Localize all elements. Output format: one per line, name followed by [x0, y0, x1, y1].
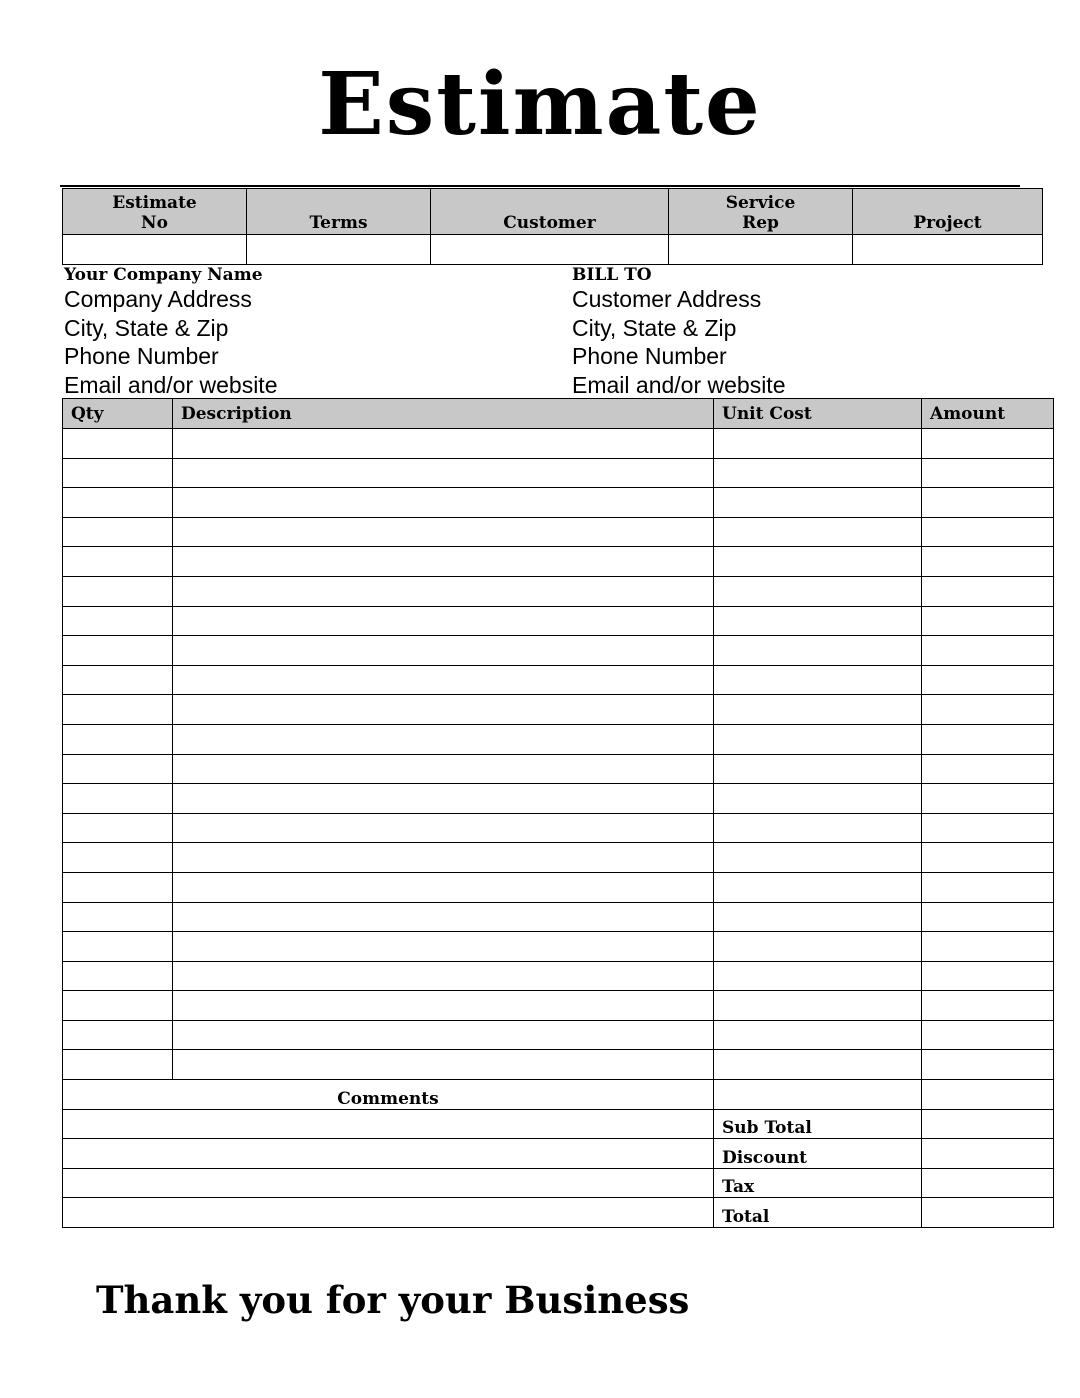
bill-to-block	[572, 265, 786, 399]
unit-cost-cell[interactable]	[714, 517, 922, 547]
description-cell[interactable]	[173, 902, 714, 932]
total-value[interactable]	[922, 1198, 1054, 1228]
table-row	[63, 606, 1054, 636]
table-row	[63, 547, 1054, 577]
description-cell[interactable]	[173, 784, 714, 814]
description-cell[interactable]	[173, 961, 714, 991]
qty-cell[interactable]	[63, 991, 173, 1021]
header-qty: Qty	[63, 399, 173, 429]
table-row	[63, 665, 1054, 695]
sub-total-value[interactable]	[922, 1109, 1054, 1139]
table-row	[63, 754, 1054, 784]
description-cell[interactable]	[173, 665, 714, 695]
amount-cell[interactable]	[922, 843, 1054, 873]
estimate-info-table	[62, 188, 1043, 265]
header-customer: Customer	[431, 189, 669, 235]
title-rule	[60, 185, 1020, 187]
amount-cell[interactable]	[922, 872, 1054, 902]
line-items-table	[62, 398, 1054, 1228]
terms-field[interactable]	[247, 235, 431, 265]
totals-row	[63, 1168, 1054, 1198]
totals-row	[63, 1139, 1054, 1169]
description-cell[interactable]	[173, 872, 714, 902]
amount-cell[interactable]	[922, 754, 1054, 784]
amount-cell[interactable]	[922, 488, 1054, 518]
qty-cell[interactable]	[63, 606, 173, 636]
amount-cell[interactable]	[922, 576, 1054, 606]
company-name-label: Your Company Name	[64, 265, 263, 285]
comments-line[interactable]	[63, 1198, 714, 1228]
discount-value[interactable]	[922, 1139, 1054, 1169]
comments-row	[63, 1080, 1054, 1110]
header-terms: Terms	[247, 189, 431, 235]
table-row	[63, 1050, 1054, 1080]
comments-label: Comments	[63, 1080, 714, 1110]
sub-total-label: Sub Total	[714, 1109, 922, 1139]
table-row	[63, 458, 1054, 488]
qty-cell[interactable]	[63, 488, 173, 518]
amount-cell[interactable]	[922, 458, 1054, 488]
header-service-rep: Service Rep	[669, 189, 853, 235]
description-cell[interactable]	[173, 576, 714, 606]
table-row	[63, 488, 1054, 518]
description-cell[interactable]	[173, 547, 714, 577]
amount-cell[interactable]	[922, 902, 1054, 932]
table-row	[63, 1020, 1054, 1050]
unit-cost-cell[interactable]	[714, 665, 922, 695]
tax-value[interactable]	[922, 1168, 1054, 1198]
estimate-no-field[interactable]	[63, 235, 247, 265]
table-row	[63, 636, 1054, 666]
spacer-cell	[922, 1080, 1054, 1110]
table-row	[63, 843, 1054, 873]
header-description: Description	[173, 399, 714, 429]
qty-cell[interactable]	[63, 695, 173, 725]
amount-cell[interactable]	[922, 724, 1054, 754]
customer-field[interactable]	[431, 235, 669, 265]
service-rep-field[interactable]	[669, 235, 853, 265]
customer-address: Customer Address	[572, 286, 762, 312]
description-cell[interactable]	[173, 1050, 714, 1080]
description-cell[interactable]	[173, 606, 714, 636]
qty-cell[interactable]	[63, 754, 173, 784]
description-cell[interactable]	[173, 488, 714, 518]
qty-cell[interactable]	[63, 429, 173, 459]
qty-cell[interactable]	[63, 843, 173, 873]
tax-label: Tax	[714, 1168, 922, 1198]
comments-line[interactable]	[63, 1139, 714, 1169]
company-phone: Phone Number	[64, 343, 219, 369]
unit-cost-cell[interactable]	[714, 429, 922, 459]
company-email: Email and/or website	[64, 371, 278, 398]
unit-cost-cell[interactable]	[714, 576, 922, 606]
unit-cost-cell[interactable]	[714, 488, 922, 518]
table-row	[63, 724, 1054, 754]
description-cell[interactable]	[173, 754, 714, 784]
table-row	[63, 932, 1054, 962]
unit-cost-cell[interactable]	[714, 636, 922, 666]
table-row	[63, 784, 1054, 814]
qty-cell[interactable]	[63, 902, 173, 932]
unit-cost-cell[interactable]	[714, 872, 922, 902]
amount-cell[interactable]	[922, 991, 1054, 1021]
qty-cell[interactable]	[63, 665, 173, 695]
amount-cell[interactable]	[922, 636, 1054, 666]
totals-row	[63, 1109, 1054, 1139]
table-row	[63, 517, 1054, 547]
line-items-body	[63, 429, 1054, 1080]
company-address: Company Address	[64, 286, 252, 312]
qty-cell[interactable]	[63, 1020, 173, 1050]
unit-cost-cell[interactable]	[714, 902, 922, 932]
amount-cell[interactable]	[922, 1020, 1054, 1050]
amount-cell[interactable]	[922, 961, 1054, 991]
qty-cell[interactable]	[63, 517, 173, 547]
unit-cost-cell[interactable]	[714, 784, 922, 814]
customer-city: City, State & Zip	[572, 314, 737, 341]
qty-cell[interactable]	[63, 961, 173, 991]
table-row	[63, 872, 1054, 902]
unit-cost-cell[interactable]	[714, 695, 922, 725]
header-amount: Amount	[922, 399, 1054, 429]
qty-cell[interactable]	[63, 872, 173, 902]
comments-line[interactable]	[63, 1168, 714, 1198]
customer-email: Email and/or website	[572, 371, 786, 398]
description-cell[interactable]	[173, 932, 714, 962]
qty-cell[interactable]	[63, 813, 173, 843]
table-row	[63, 695, 1054, 725]
description-cell[interactable]	[173, 1020, 714, 1050]
description-cell[interactable]	[173, 843, 714, 873]
amount-cell[interactable]	[922, 813, 1054, 843]
comments-line[interactable]	[63, 1109, 714, 1139]
header-project: Project	[853, 189, 1043, 235]
unit-cost-cell[interactable]	[714, 991, 922, 1021]
amount-cell[interactable]	[922, 429, 1054, 459]
amount-cell[interactable]	[922, 665, 1054, 695]
table-row	[63, 429, 1054, 459]
qty-cell[interactable]	[63, 1050, 173, 1080]
amount-cell[interactable]	[922, 1050, 1054, 1080]
unit-cost-cell[interactable]	[714, 961, 922, 991]
header-unit-cost: Unit Cost	[714, 399, 922, 429]
table-row	[63, 576, 1054, 606]
unit-cost-cell[interactable]	[714, 606, 922, 636]
discount-label: Discount	[714, 1139, 922, 1169]
qty-cell[interactable]	[63, 784, 173, 814]
amount-cell[interactable]	[922, 606, 1054, 636]
company-city: City, State & Zip	[64, 314, 229, 341]
description-cell[interactable]	[173, 813, 714, 843]
amount-cell[interactable]	[922, 517, 1054, 547]
unit-cost-cell[interactable]	[714, 1020, 922, 1050]
unit-cost-cell[interactable]	[714, 754, 922, 784]
footer-thanks: Thank you for your Business	[96, 1278, 690, 1322]
qty-cell[interactable]	[63, 636, 173, 666]
table-row	[63, 813, 1054, 843]
qty-cell[interactable]	[63, 932, 173, 962]
unit-cost-cell[interactable]	[714, 932, 922, 962]
description-cell[interactable]	[173, 695, 714, 725]
amount-cell[interactable]	[922, 695, 1054, 725]
customer-phone: Phone Number	[572, 343, 727, 369]
qty-cell[interactable]	[63, 458, 173, 488]
document-title: Estimate	[318, 54, 762, 155]
unit-cost-cell[interactable]	[714, 724, 922, 754]
description-cell[interactable]	[173, 458, 714, 488]
description-cell[interactable]	[173, 724, 714, 754]
qty-cell[interactable]	[63, 576, 173, 606]
description-cell[interactable]	[173, 517, 714, 547]
unit-cost-cell[interactable]	[714, 547, 922, 577]
qty-cell[interactable]	[63, 724, 173, 754]
table-row	[63, 961, 1054, 991]
bill-to-label: BILL TO	[572, 265, 652, 285]
project-field[interactable]	[853, 235, 1043, 265]
description-cell[interactable]	[173, 636, 714, 666]
amount-cell[interactable]	[922, 547, 1054, 577]
unit-cost-cell[interactable]	[714, 1050, 922, 1080]
unit-cost-cell[interactable]	[714, 458, 922, 488]
totals-row	[63, 1198, 1054, 1228]
company-block	[64, 265, 278, 399]
spacer-cell	[714, 1080, 922, 1110]
description-cell[interactable]	[173, 991, 714, 1021]
header-estimate-no: Estimate No	[63, 189, 247, 235]
unit-cost-cell[interactable]	[714, 843, 922, 873]
amount-cell[interactable]	[922, 932, 1054, 962]
table-row	[63, 902, 1054, 932]
qty-cell[interactable]	[63, 547, 173, 577]
description-cell[interactable]	[173, 429, 714, 459]
amount-cell[interactable]	[922, 784, 1054, 814]
table-row	[63, 991, 1054, 1021]
total-label: Total	[714, 1198, 922, 1228]
unit-cost-cell[interactable]	[714, 813, 922, 843]
